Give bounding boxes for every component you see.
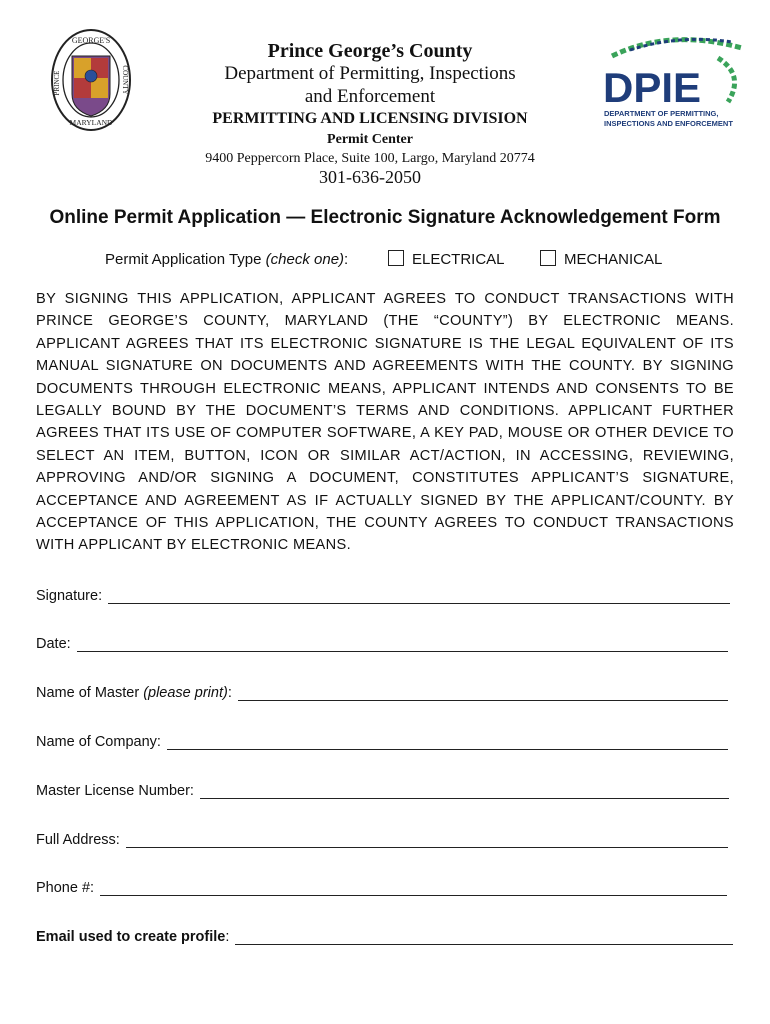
phone-field[interactable] — [100, 881, 727, 896]
date-field[interactable] — [77, 637, 728, 652]
department-line-1: Department of Permitting, Inspections — [224, 63, 516, 84]
svg-text:COUNTY: COUNTY — [121, 65, 129, 95]
address-field[interactable] — [126, 833, 728, 848]
svg-text:INSPECTIONS AND ENFORCEMENT: INSPECTIONS AND ENFORCEMENT — [604, 119, 733, 128]
license-field[interactable] — [200, 784, 729, 799]
svg-text:DEPARTMENT OF PERMITTING,: DEPARTMENT OF PERMITTING, — [604, 109, 719, 118]
email-row: Email used to create profile : — [36, 929, 733, 945]
license-row — [36, 783, 729, 799]
county-seal — [50, 28, 132, 132]
svg-text:MARYLAND: MARYLAND — [69, 118, 113, 127]
svg-text:PRINCE: PRINCE — [53, 70, 61, 96]
mechanical-checkbox[interactable] — [540, 250, 556, 266]
permit-type-text: Permit Application Type — [105, 251, 262, 268]
department-line-2: and Enforcement — [304, 86, 436, 107]
form-title: Online Permit Application — Electronic Signature Acknowledgement Form — [49, 207, 721, 228]
office-address: 9400 Peppercorn Place, Suite 100, Largo, Maryland 20774 — [205, 151, 535, 166]
permit-type-label: Permit Application Type (check one): — [105, 251, 349, 268]
license-label: Master License Number: — [36, 783, 194, 799]
master-name-row: Name of Master (please print) : — [36, 685, 728, 701]
date-row — [36, 636, 728, 652]
permit-center: Permit Center — [327, 132, 413, 147]
date-label: Date: — [36, 636, 71, 652]
email-field[interactable] — [235, 930, 733, 945]
dpie-logo — [600, 30, 752, 132]
address-label: Full Address: — [36, 832, 120, 848]
signature-row — [36, 588, 730, 604]
phone-row — [36, 880, 727, 896]
signature-label: Signature: — [36, 588, 103, 604]
electrical-checkbox[interactable] — [388, 250, 404, 266]
address-row — [36, 832, 728, 848]
county-name: Prince George’s County — [267, 40, 473, 62]
company-label: Name of Company: — [36, 734, 161, 750]
master-name-hint: (please print) — [143, 685, 228, 701]
master-name-field[interactable] — [238, 686, 728, 701]
svg-text:DPIE: DPIE — [603, 64, 702, 111]
svg-text:GEORGE'S: GEORGE'S — [71, 36, 111, 45]
company-row — [36, 734, 728, 750]
division-name: PERMITTING AND LICENSING DIVISION — [212, 110, 528, 127]
electrical-label: ELECTRICAL — [412, 251, 505, 268]
phone-label: Phone #: — [36, 880, 95, 896]
email-label: Email used to create profile — [36, 929, 226, 945]
office-phone: 301-636-2050 — [319, 167, 421, 187]
company-field[interactable] — [167, 735, 728, 750]
mechanical-label: MECHANICAL — [564, 251, 663, 268]
master-name-label: Name of Master — [36, 685, 140, 701]
signature-field[interactable] — [108, 589, 730, 604]
agreement-text: BY SIGNING THIS APPLICATION, APPLICANT AGREES TO CONDUCT TRANSACTIONS WITH PRINCE GEORGE’S COUNTY, MARYLAND (THE “COUNTY”) BY ELECTRONIC MEANS. APPLICANT AGREES THAT ITS ELECTRONIC SIGNATURE IS THE LEGAL EQUIVALENT OF ITS MANUAL SIGNATURE ON DOCUMENTS AND AGREEMENTS WITH THE COUNTY. BY SIGNING DOCUMENTS THROUGH ELECTRONIC MEANS, APPLICANT INTENDS AND CONSENTS TO BE LEGALLY BOUND BY THE DOCUMENT’S TERMS AND CONDITIONS. APPLICANT FURTHER AGREES THAT ITS USE OF COMPUTER SOFTWARE, A KEY PAD, MOUSE OR OTHER DEVICE TO SELECT AN ITEM, BUTTON, ICON OR SIMILAR ACT/ACTION, IN ACCESSING, REVIEWING, APPROVING AND/OR SIGNING A DOCUMENT, CONSTITUTES APPLICANT’S SIGNATURE, ACCEPTANCE AND AGREEMENT AS IF ACTUALLY SIGNED BY THE APPLICANT/COUNTY. BY ACCEPTANCE OF THIS APPLICATION, THE COUNTY AGREES TO CONDUCT TRANSACTIONS WITH APPLICANT BY ELECTRONIC MEANS. — [36, 291, 734, 554]
permit-type-hint: (check one) — [265, 251, 345, 268]
